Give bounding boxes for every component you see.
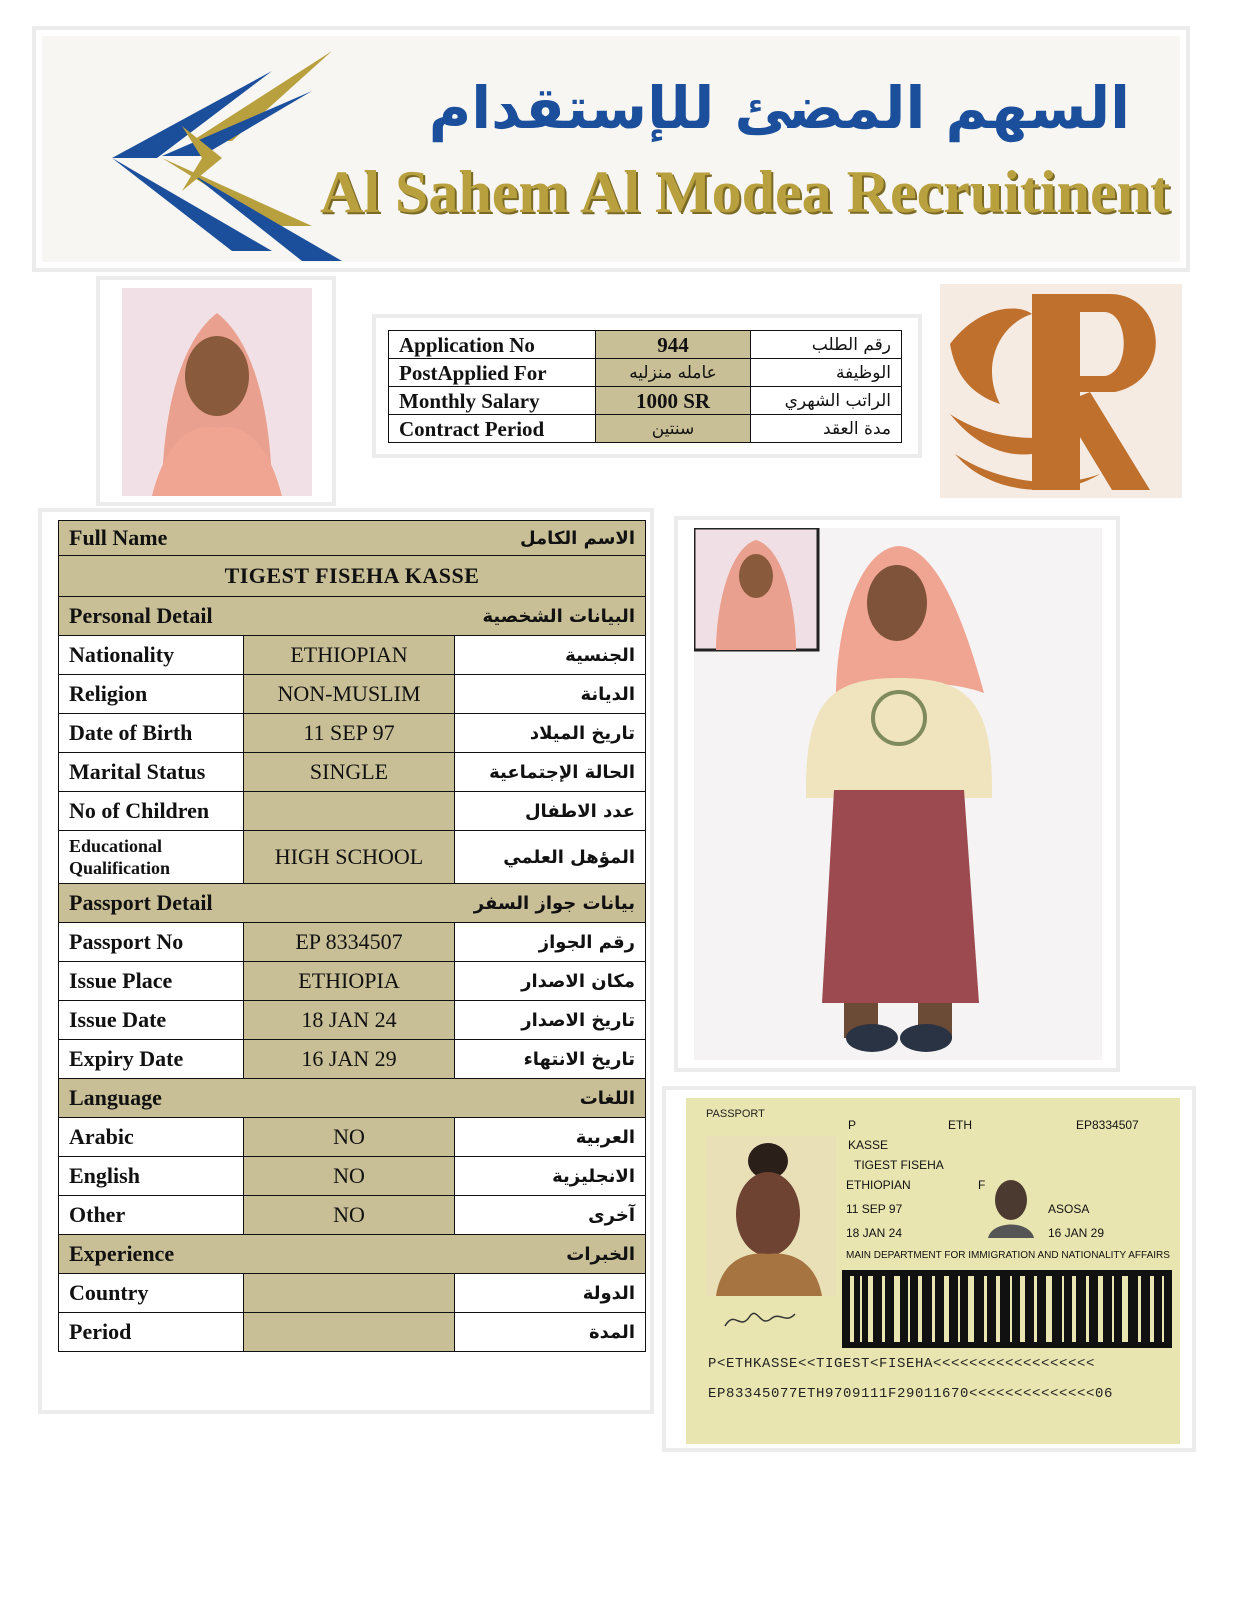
passport-place-of-birth: ASOSA (1048, 1202, 1090, 1216)
field-label-arabic: تاريخ الاصدار (455, 1001, 646, 1040)
contract-period-arabic: مدة العقد (751, 415, 902, 443)
monthly-salary-value: 1000 SR (596, 387, 751, 415)
table-row (389, 359, 902, 387)
field-value: NO (244, 1118, 455, 1157)
full-name-row (59, 556, 646, 597)
signature-icon (720, 1304, 800, 1334)
field-value: EP 8334507 (244, 923, 455, 962)
passport-issue-date: 18 JAN 24 (846, 1226, 903, 1240)
table-row (59, 714, 646, 753)
field-label: Nationality (59, 636, 244, 675)
field-value: ETHIOPIA (244, 962, 455, 1001)
passport-country-code: ETH (948, 1118, 972, 1132)
contract-period-value: سنتين (596, 415, 751, 443)
field-value: NO (244, 1196, 455, 1235)
passport-nationality: ETHIOPIAN (846, 1178, 911, 1192)
monthly-salary-label: Monthly Salary (389, 387, 596, 415)
field-label-arabic: عدد الاطفال (455, 792, 646, 831)
section-title: Personal Detail (69, 603, 213, 628)
full-name-label: Full Name (69, 525, 168, 550)
passport-ghost-photo-icon (986, 1168, 1036, 1238)
passport-surname: KASSE (848, 1138, 889, 1152)
field-label: Passport No (59, 923, 244, 962)
post-applied-arabic: الوظيفة (751, 359, 902, 387)
passport-given-names: TIGEST FISEHA (854, 1158, 944, 1172)
section-title-arabic: اللغات (579, 1087, 635, 1109)
table-row (59, 923, 646, 962)
field-label: Arabic (59, 1118, 244, 1157)
field-label-arabic: الانجليزية (455, 1157, 646, 1196)
field-label: Date of Birth (59, 714, 244, 753)
field-value: 16 JAN 29 (244, 1040, 455, 1079)
passport-scan (662, 1086, 1196, 1452)
field-value (244, 1313, 455, 1352)
portrait-image-icon (122, 288, 312, 496)
barcode-icon (842, 1270, 1172, 1348)
table-row (59, 1001, 646, 1040)
field-value: ETHIOPIAN (244, 636, 455, 675)
field-value (244, 1274, 455, 1313)
field-label-arabic: آخرى (455, 1196, 646, 1235)
passport-dob: 11 SEP 97 (846, 1202, 903, 1216)
application-table (388, 330, 902, 443)
table-row (59, 1040, 646, 1079)
field-label-arabic: الدولة (455, 1274, 646, 1313)
application-no-arabic: رقم الطلب (751, 331, 902, 359)
table-row (59, 675, 646, 714)
application-no-label: Application No (389, 331, 596, 359)
arrow-logo-icon (72, 46, 342, 266)
contract-period-label: Contract Period (389, 415, 596, 443)
field-label: Issue Date (59, 1001, 244, 1040)
company-name-english: Al Sahem Al Modea Recruitinent (320, 159, 1170, 225)
table-row (59, 636, 646, 675)
field-label: No of Children (59, 792, 244, 831)
field-label: Other (59, 1196, 244, 1235)
mrz-line-1: P<ETHKASSE<<TIGEST<FISEHA<<<<<<<<<<<<<<<<<< (708, 1356, 1096, 1372)
table-row (59, 831, 646, 884)
applicant-photo-small (96, 276, 336, 506)
r-letter-icon (940, 284, 1182, 498)
field-label: Period (59, 1313, 244, 1352)
full-body-photo (694, 528, 1102, 1060)
table-row (59, 1118, 646, 1157)
section-title-arabic: البيانات الشخصية (482, 605, 635, 627)
field-value (244, 792, 455, 831)
passport-sex: F (978, 1178, 986, 1192)
field-label-arabic: تاريخ الميلاد (455, 714, 646, 753)
application-no-value: 944 (596, 331, 751, 359)
full-body-image-icon (694, 528, 1102, 1060)
field-label-arabic: العربية (455, 1118, 646, 1157)
field-label-arabic: الجنسية (455, 636, 646, 675)
field-label: Issue Place (59, 962, 244, 1001)
table-row (59, 1274, 646, 1313)
full-name-label-arabic: الاسم الكامل (519, 527, 635, 549)
mrz-line-2: EP83345077ETH9709111F29011670<<<<<<<<<<<<<<06 (708, 1386, 1114, 1402)
passport-header: PASSPORT (706, 1108, 765, 1120)
passport-detail-section (59, 884, 646, 923)
r-logo (940, 284, 1182, 498)
post-applied-label: PostApplied For (389, 359, 596, 387)
portrait-photo (122, 288, 312, 496)
section-title-arabic: بيانات جواز السفر (473, 892, 635, 914)
field-label-arabic: مكان الاصدار (455, 962, 646, 1001)
company-name-arabic: السهم المضئ للإستقدام (428, 74, 1130, 142)
full-name-value: TIGEST FISEHA KASSE (59, 556, 646, 597)
field-value: HIGH SCHOOL (244, 831, 455, 884)
experience-section (59, 1235, 646, 1274)
applicant-details (38, 508, 654, 1414)
passport-number: EP8334507 (1076, 1118, 1139, 1132)
table-row (59, 1157, 646, 1196)
section-title: Experience (69, 1241, 175, 1266)
field-label-arabic: الحالة الإجتماعية (455, 753, 646, 792)
field-label: Religion (59, 675, 244, 714)
language-section (59, 1079, 646, 1118)
table-row (59, 1313, 646, 1352)
field-value: 18 JAN 24 (244, 1001, 455, 1040)
field-label-arabic: تاريخ الانتهاء (455, 1040, 646, 1079)
monthly-salary-arabic: الراتب الشهري (751, 387, 902, 415)
applicant-photo-full (674, 516, 1120, 1072)
field-value: SINGLE (244, 753, 455, 792)
personal-detail-section (59, 597, 646, 636)
field-value: NO (244, 1157, 455, 1196)
header-banner (32, 26, 1190, 272)
field-value: 11 SEP 97 (244, 714, 455, 753)
field-label: Country (59, 1274, 244, 1313)
passport-type: P (848, 1118, 857, 1132)
field-label-arabic: المؤهل العلمي (455, 831, 646, 884)
field-label-arabic: الديانة (455, 675, 646, 714)
table-row (59, 753, 646, 792)
field-label-arabic: رقم الجواز (455, 923, 646, 962)
table-row (59, 792, 646, 831)
details-table (58, 520, 646, 1352)
passport-authority: MAIN DEPARTMENT FOR IMMIGRATION AND NATIONALITY AFFAIRS (846, 1250, 1170, 1261)
field-value: NON-MUSLIM (244, 675, 455, 714)
application-summary (372, 314, 922, 458)
passport-photo-icon (706, 1136, 836, 1296)
field-label: Expiry Date (59, 1040, 244, 1079)
section-title-arabic: الخبرات (566, 1243, 635, 1265)
full-name-header-row (59, 521, 646, 556)
section-title: Language (69, 1085, 162, 1110)
banner-background (42, 36, 1180, 262)
table-row (59, 1196, 646, 1235)
field-label: Educational Qualification (59, 831, 244, 884)
field-label: Marital Status (59, 753, 244, 792)
section-title: Passport Detail (69, 890, 213, 915)
passport-page (686, 1098, 1180, 1444)
passport-expiry-date: 16 JAN 29 (1048, 1226, 1105, 1240)
table-row (389, 387, 902, 415)
field-label-arabic: المدة (455, 1313, 646, 1352)
table-row (389, 331, 902, 359)
table-row (59, 962, 646, 1001)
field-label: English (59, 1157, 244, 1196)
post-applied-value: عامله منزليه (596, 359, 751, 387)
table-row (389, 415, 902, 443)
